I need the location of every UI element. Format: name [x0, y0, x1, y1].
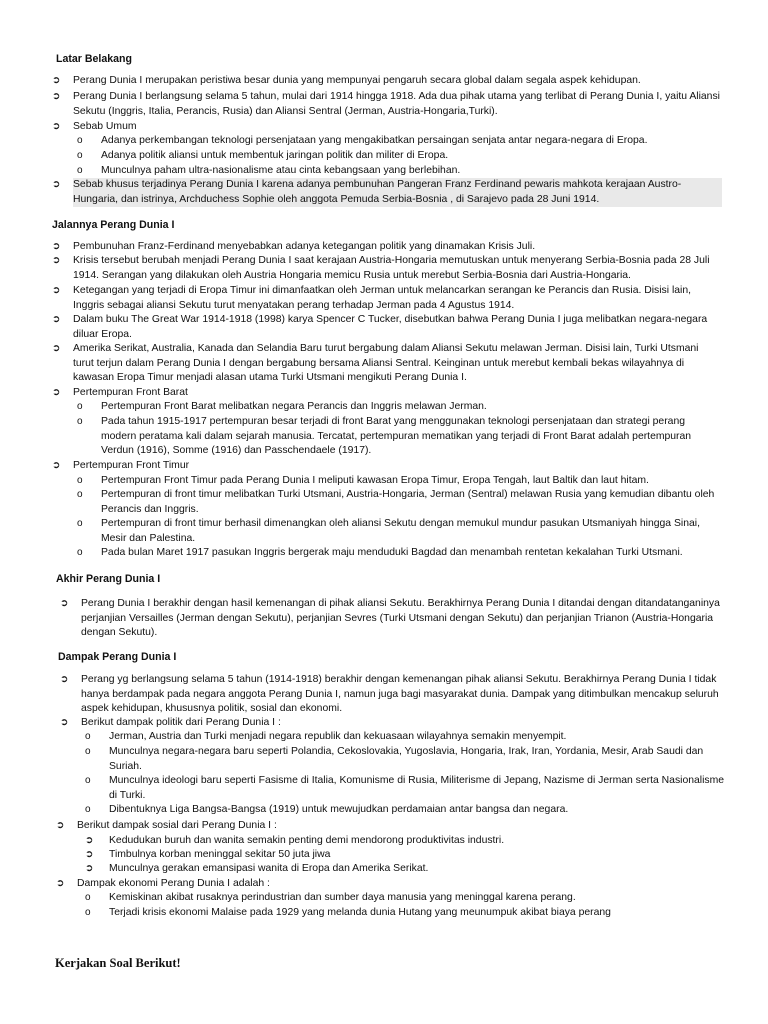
sub-list-item: o Terjadi krisis ekonomi Malaise pada 1929 yang melanda dunia Hutang yang meunumpuk akibat biaya perang [85, 906, 725, 921]
heading-akhir-perang: Akhir Perang Dunia I [56, 573, 161, 585]
exercise-title: Kerjakan Soal Berikut! [55, 956, 181, 970]
arrow-bullet-icon: ➲ [52, 343, 61, 354]
arrow-bullet-icon: ➲ [56, 878, 65, 889]
circle-bullet-icon: o [85, 775, 91, 786]
sub-list-item: o Pertempuran Front Barat melibatkan negara Perancis dan Inggris melawan Jerman. [77, 400, 717, 415]
arrow-bullet-icon: ➲ [52, 314, 61, 325]
heading-dampak-perang: Dampak Perang Dunia I [58, 651, 177, 663]
list-item: ➲ Dampak ekonomi Perang Dunia I adalah : [56, 877, 726, 892]
circle-bullet-icon: o [85, 804, 91, 815]
circle-bullet-icon: o [77, 165, 83, 176]
arrow-bullet-icon: ➲ [52, 121, 61, 132]
sub-list-item: o Dibentuknya Liga Bangsa-Bangsa (1919) untuk mewujudkan perdamaian antar bangsa dan negara. [85, 803, 725, 818]
arrow-bullet-icon: ➲ [52, 241, 61, 252]
list-item: ➲ Pertempuran Front Timur [52, 459, 722, 474]
list-item: ➲ Perang yg berlangsung selama 5 tahun (1914-1918) berakhir dengan kemenangan pihak aliansi Sekutu. Berakhirnya Perang Dunia I tidak hanya berdampak pada negara anggota Perang Dunia I, namun juga bagi masyarakat dunia. Dampak yang ditimbulkan mencakup seluruh aspek kehidupan, khususnya politik, sosial dan ekonomi. [60, 674, 719, 714]
list-item: ➲ Perang Dunia I berlangsung selama 5 tahun, mulai dari 1914 hingga 1918. Ada dua pihak utama yang terlibat di Perang Dunia I, yaitu Aliansi Sekutu (Inggris, Italia, Perancis, Rusia) dan Aliansi Sentral (Jerman, Austria-Hongaria,Turki). [52, 91, 720, 117]
circle-bullet-icon: o [85, 907, 91, 918]
heading-jalannya-perang: Jalannya Perang Dunia I [52, 219, 175, 231]
sub-list-item: ➲ Kedudukan buruh dan wanita semakin penting demi mendorong produktivitas industri. [85, 834, 725, 849]
arrow-bullet-icon: ➲ [52, 75, 61, 86]
circle-bullet-icon: o [77, 489, 83, 500]
arrow-bullet-icon: ➲ [52, 179, 61, 190]
arrow-bullet-icon: ➲ [52, 460, 61, 471]
sub-list-item: o Munculnya negara-negara baru seperti Polandia, Cekoslovakia, Yugoslavia, Hongaria, Irak, Iran, Yordania, Mesir, Arab Saudi dan Suriah. [85, 746, 704, 772]
circle-bullet-icon: o [77, 416, 83, 427]
list-item: ➲ Perang Dunia I berakhir dengan hasil kemenangan di pihak aliansi Sekutu. Berakhirnya Perang Dunia I ditandai dengan ditandatanganinya perjanjian Versailles (Jerman dengan Sekutu), perjanjian Sevres (Turki Utsmani dengan Sekutu) dan perjanjian Trianon (Austria-Hongaria dengan Sekutu). [60, 598, 720, 638]
list-item: ➲ Krisis tersebut berubah menjadi Perang Dunia I saat kerajaan Austria-Hongaria memutuskan untuk menyerang Serbia-Bosnia pada 28 Juli 1914. Serangan yang dilakukan oleh Austria Hongaria memicu Rusia untuk merebut Serbia-Bosnia dari Austria-Hongaria. [52, 255, 710, 281]
arrow-bullet-icon: ➲ [85, 849, 94, 860]
arrow-bullet-icon: ➲ [60, 674, 69, 685]
circle-bullet-icon: o [77, 475, 83, 486]
list-item: ➲ Berikut dampak sosial dari Perang Dunia I : [56, 819, 726, 834]
sub-list-item: o Adanya perkembangan teknologi persenjataan yang mengakibatkan persaingan senjata antar negara-negara di Eropa. [77, 134, 717, 149]
list-item: ➲ Dalam buku The Great War 1914-1918 (1998) karya Spencer C Tucker, disebutkan bahwa Perang Dunia I juga melibatkan negara-negara diluar Eropa. [52, 314, 708, 340]
sub-list-item: o Pertempuran Front Timur pada Perang Dunia I meliputi kawasan Eropa Timur, Eropa Tengah, laut Baltik dan laut hitam. [77, 474, 717, 489]
arrow-bullet-icon: ➲ [60, 717, 69, 728]
circle-bullet-icon: o [85, 746, 91, 757]
sub-list-item: ➲ Timbulnya korban meninggal sekitar 50 juta jiwa [85, 848, 725, 863]
list-item: ➲ Perang Dunia I merupakan peristiwa besar dunia yang mempunyai pengaruh secara global dalam segala aspek kehidupan. [52, 74, 722, 89]
arrow-bullet-icon: ➲ [52, 255, 61, 266]
circle-bullet-icon: o [85, 731, 91, 742]
list-item: ➲ Pertempuran Front Barat [52, 386, 722, 401]
circle-bullet-icon: o [77, 547, 83, 558]
sub-list-item: o Munculnya paham ultra-nasionalisme atau cinta kebangsaan yang berlebihan. [77, 164, 717, 179]
arrow-bullet-icon: ➲ [52, 285, 61, 296]
circle-bullet-icon: o [77, 401, 83, 412]
sub-list-item: o Munculnya ideologi baru seperti Fasisme di Italia, Komunisme di Rusia, Militerisme di Jepang, Nazisme di Jerman serta Nasionalisme di Turki. [85, 775, 725, 801]
list-item: ➲ Amerika Serikat, Australia, Kanada dan Selandia Baru turut bergabung dalam Aliansi Sekutu melawan Jerman. Disisi lain, Turki Utsmani turut terjun dalam Perang Dunia I dengan bergabung bersama Aliansi Sentral. Keinginan untuk merebut kembali bekas wilayahnya di kawasan Eropa Timur menjadi alasan utama Turki Utsmani mengikuti Perang Dunia I. [52, 343, 699, 383]
arrow-bullet-icon: ➲ [56, 820, 65, 831]
list-item: ➲ Pembunuhan Franz-Ferdinand menyebabkan adanya ketegangan politik yang dinamakan Krisis Juli. [52, 240, 722, 255]
sub-list-item: o Pada tahun 1915-1917 pertempuran besar terjadi di front Barat yang menggunakan teknologi persenjataan dan strategi perang modern peratama kali dalam sejarah manusia. Tercatat, pertempuran mematikan yang terjadi di Front Barat adalah pertempuran Verdun (1916), Somme (1916) dan Passchendaele (1917). [77, 416, 692, 456]
arrow-bullet-icon: ➲ [52, 91, 61, 102]
list-item: ➲ Ketegangan yang terjadi di Eropa Timur ini dimanfaatkan oleh Jerman untuk melancarkan serangan ke Perancis dan Rusia. Disisi lain, Inggris sebagai aliansi Sekutu turut menyatakan perang terhadap Jerman pada 4 Agustus 1914. [52, 285, 692, 311]
heading-latar-belakang: Latar Belakang [56, 53, 132, 65]
sub-list-item: ➲ Munculnya gerakan emansipasi wanita di Eropa dan Amerika Serikat. [85, 862, 725, 877]
sub-list-item: o Pertempuran di front timur berhasil dimenangkan oleh aliansi Sekutu dengan memukul mundur pasukan Utsmaniyah hingga Sinai, Mesir dan Palestina. [77, 518, 700, 544]
circle-bullet-icon: o [77, 150, 83, 161]
sub-list-item: o Pertempuran di front timur melibatkan Turki Utsmani, Austria-Hongaria, Jerman (Sentral) melawan Rusia yang kemudian dibantu oleh Perancis dan Inggris. [77, 489, 715, 515]
sub-list-item: o Pada bulan Maret 1917 pasukan Inggris bergerak maju menduduki Bagdad dan menambah rentetan kekalahan Turki Utsmani. [77, 546, 717, 561]
circle-bullet-icon: o [77, 135, 83, 146]
list-item: ➲ Sebab Umum [52, 120, 722, 135]
arrow-bullet-icon: ➲ [60, 598, 69, 609]
sub-list-item: o Jerman, Austria dan Turki menjadi negara republik dan kekuasaan wilayahnya semakin menyempit. [85, 730, 725, 745]
arrow-bullet-icon: ➲ [85, 835, 94, 846]
circle-bullet-icon: o [85, 892, 91, 903]
list-item: ➲ Berikut dampak politik dari Perang Dunia I : [60, 716, 730, 731]
list-item: ➲ Sebab khusus terjadinya Perang Dunia I karena adanya pembunuhan Pangeran Franz Ferdinand pewaris mahkota kerajaan Austro-Hungaria, dan istrinya, Archduchess Sophie oleh anggota Pemuda Serbia-Bosnia , di Sarajevo pada 28 Juni 1914. [52, 178, 722, 207]
arrow-bullet-icon: ➲ [52, 387, 61, 398]
circle-bullet-icon: o [77, 518, 83, 529]
sub-list-item: o Kemiskinan akibat rusaknya perindustrian dan sumber daya manusia yang meninggal karena perang. [85, 891, 725, 906]
arrow-bullet-icon: ➲ [85, 863, 94, 874]
sub-list-item: o Adanya politik aliansi untuk membentuk jaringan politik dan militer di Eropa. [77, 149, 717, 164]
